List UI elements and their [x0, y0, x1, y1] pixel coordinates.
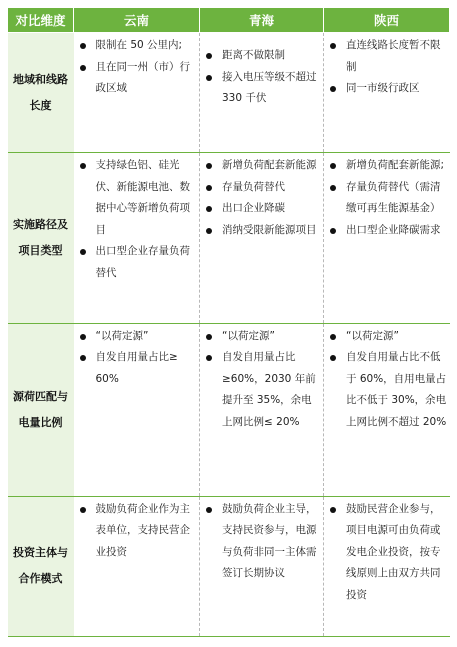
table-row — [8, 496, 450, 636]
list-item: 出口型企业降碳需求 — [326, 220, 447, 242]
header-row — [8, 8, 450, 33]
list-item: 出口企业降碳 — [202, 198, 320, 220]
list-item: 消纳受限新能源项目 — [202, 220, 320, 242]
row-label: 源荷匹配与电量比例 — [8, 323, 74, 496]
list-item: 出口型企业存量负荷替代 — [76, 241, 197, 284]
list-item: 自发自用量占比不低于 60%，自用电量占比不低于 30%，余电上网比例不超过 20% — [326, 347, 447, 433]
cell-qinghai — [200, 153, 324, 324]
cell-yunnan — [74, 323, 200, 496]
header-region-shaanxi: 陕西 — [324, 8, 450, 33]
row-label: 投资主体与合作模式 — [8, 496, 74, 636]
cell-qinghai — [200, 496, 324, 636]
cell-qinghai — [200, 33, 324, 153]
list-item: 直连线路长度暂不限制 — [326, 35, 447, 78]
table-row — [8, 33, 450, 153]
cell-shaanxi — [324, 323, 450, 496]
cell-shaanxi — [324, 153, 450, 324]
cell-yunnan — [74, 496, 200, 636]
cell-qinghai — [200, 323, 324, 496]
list-item: 限制在 50 公里内; — [76, 35, 197, 57]
table-row — [8, 153, 450, 324]
cell-shaanxi — [324, 33, 450, 153]
list-item: 接入电压等级不超过 330 千伏 — [202, 67, 320, 110]
list-item: “以荷定源” — [76, 326, 197, 348]
header-dimension: 对比维度 — [8, 8, 74, 33]
list-item: “以荷定源” — [326, 326, 447, 348]
cell-yunnan — [74, 33, 200, 153]
list-item: “以荷定源” — [202, 326, 320, 348]
table-row — [8, 323, 450, 496]
list-item: 距离不做限制 — [202, 45, 320, 67]
list-item: 存量负荷替代 — [202, 177, 320, 199]
list-item: 新增负荷配套新能源 — [202, 155, 320, 177]
list-item: 存量负荷替代（需清缴可再生能源基金） — [326, 177, 447, 220]
list-item: 支持绿色铝、硅光伏、新能源电池、数据中心等新增负荷项目 — [76, 155, 197, 241]
list-item: 鼓励负荷企业作为主表单位，支持民营企业投资 — [76, 499, 197, 564]
cell-yunnan — [74, 153, 200, 324]
list-item: 且在同一州（市）行政区域 — [76, 57, 197, 100]
list-item: 自发自用量占比≥ 60% — [76, 347, 197, 390]
list-item: 同一市级行政区 — [326, 78, 447, 100]
comparison-table — [7, 7, 450, 637]
list-item: 新增负荷配套新能源; — [326, 155, 447, 177]
row-label: 地域和线路长度 — [8, 33, 74, 153]
header-region-qinghai: 青海 — [200, 8, 324, 33]
cell-shaanxi — [324, 496, 450, 636]
list-item: 自发自用量占比≥60%，2030 年前提升至 35%，余电上网比例≤ 20% — [202, 347, 320, 433]
list-item: 鼓励民营企业参与，项目电源可由负荷或发电企业投资，按专线原则上由双方共同投资 — [326, 499, 447, 607]
header-region-yunnan: 云南 — [74, 8, 200, 33]
row-label: 实施路径及项目类型 — [8, 153, 74, 324]
list-item: 鼓励负荷企业主导，支持民资参与，电源与负荷非同一主体需签订长期协议 — [202, 499, 320, 585]
